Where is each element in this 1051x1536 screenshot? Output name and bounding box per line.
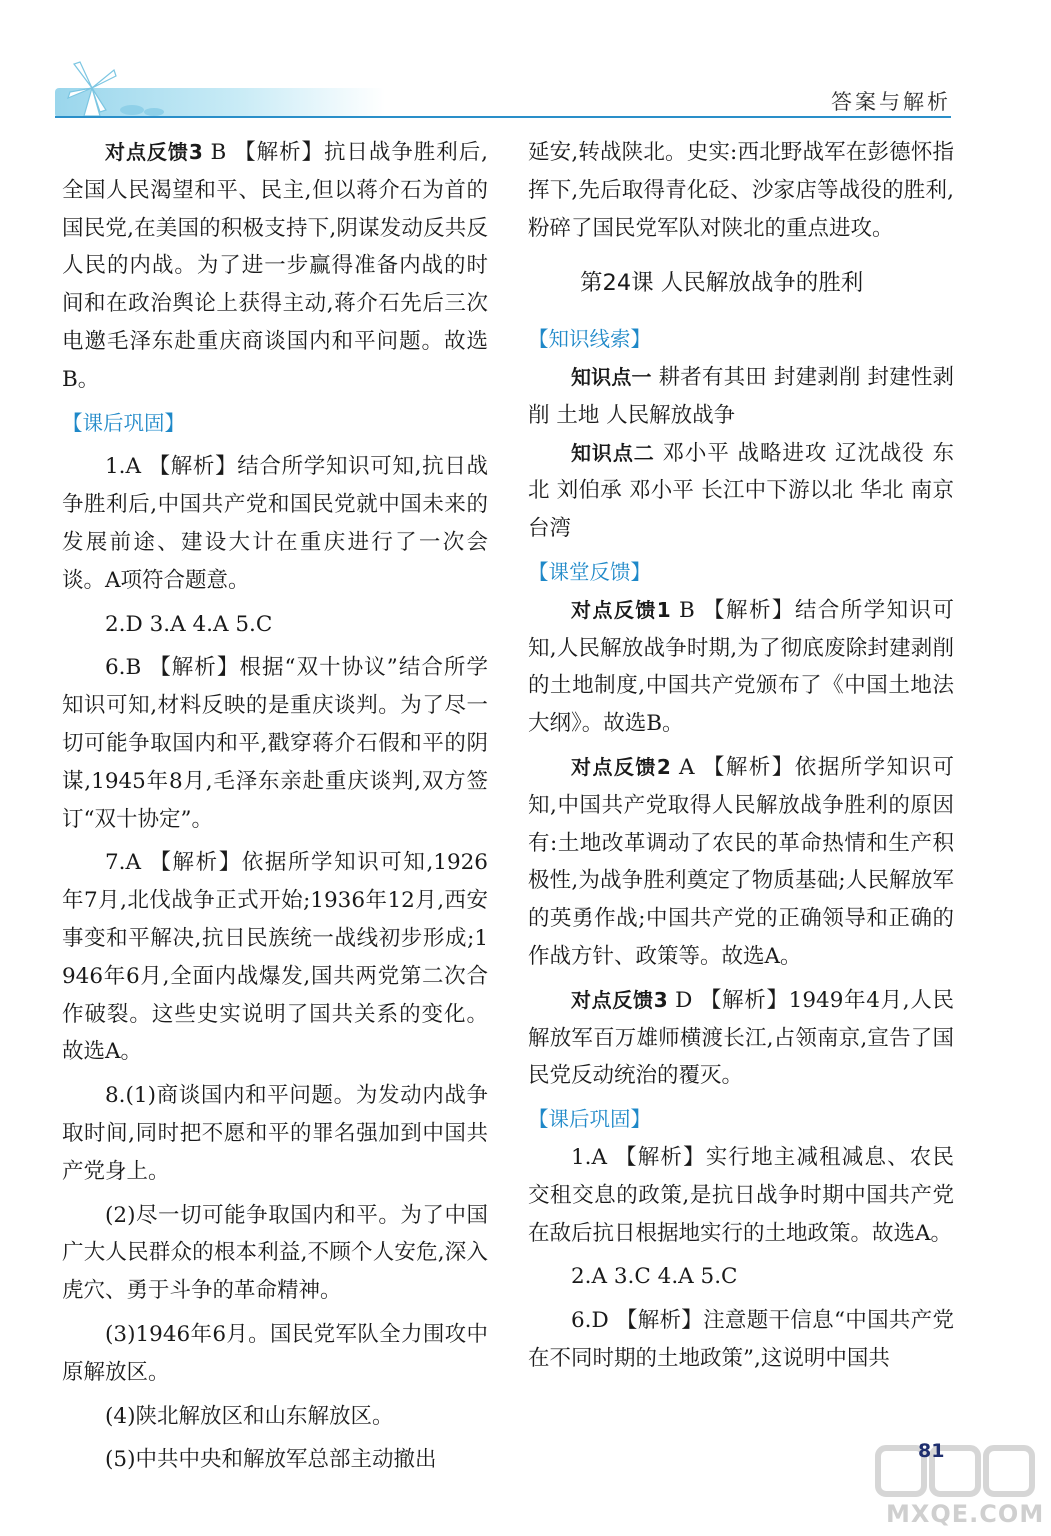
answer-8-part-2: (2)尽一切可能争取国内和平。为了中国广大人民群众的根本利益,不顾个人安危,深入虎穴、勇于斗争的革命精神。 — [62, 1202, 488, 1304]
right-column — [528, 134, 954, 1378]
answer-8-part-3: (3)1946年6月。国民党军队全力围攻中原解放区。 — [62, 1321, 488, 1385]
answer-7: 7.A 【解析】依据所学知识可知,1926年7月,北伐战争正式开始;1936年12月,西安事变和平解决,抗日民族统一战线初步形成;1946年6月,全面内战爆发,国共两党第二次合作破裂。这些史实说明了国共关系的变化。故选A。 — [62, 850, 488, 1065]
page-number: 81 — [918, 1440, 945, 1462]
section-tag-review: 【课后巩固】 — [528, 1107, 651, 1132]
feedback-1-paragraph — [528, 592, 954, 743]
answer-8-part-1: 8.(1)商谈国内和平问题。为发动内战争取时间,同时把不愿和平的罪名强加到中国共产党身上。 — [62, 1083, 488, 1184]
watermark-text: MXQE.COM — [886, 1500, 1045, 1528]
knowledge-point-2 — [528, 435, 954, 548]
header-title: 答案与解析 — [831, 90, 951, 114]
page-header — [0, 0, 1051, 125]
feedback-label: 对点反馈3 — [571, 987, 668, 1012]
answer-6: 6.D 【解析】注意题干信息“中国共产党在不同时期的土地政策”,这说明中国共 — [528, 1308, 954, 1371]
header-rule — [55, 116, 951, 118]
windmill-logo-icon — [62, 58, 172, 118]
answer-8-part-5: (5)中共中央和解放军总部主动撤出 — [105, 1447, 437, 1473]
lesson-title: 第24课 人民解放战争的胜利 — [580, 270, 864, 297]
knowledge-label: 知识点二 — [571, 440, 655, 465]
answer-8-part-4: (4)陕北解放区和山东解放区。 — [105, 1403, 394, 1429]
feedback-3-paragraph — [62, 134, 488, 399]
answer-8-continuation: 延安,转战陕北。史实:西北野战军在彭德怀指挥下,先后取得青化砭、沙家店等战役的胜利,粉碎了国民党军队对陕北的重点进攻。 — [528, 140, 954, 241]
feedback-label: 对点反馈3 — [105, 140, 203, 164]
answer-2-5: 2.A 3.C 4.A 5.C — [571, 1264, 738, 1290]
answer-1: 1.A 【解析】实行地主减租减息、农民交租交息的政策,是抗日战争时期中国共产党在敌后抗日根据地实行的土地政策。故选A。 — [528, 1144, 954, 1246]
answer-2-5: 2.D 3.A 4.A 5.C — [105, 611, 273, 637]
feedback-body: B 【解析】抗日战争胜利后,全国人民渴望和平、民主,但以蒋介石为首的国民党,在美国的积极支持下,阴谋发动反共反人民的内战。为了进一步赢得准备内战的时间和在政治舆论上获得主动,蒋介石先后三次电邀毛泽东赴重庆商谈国内和平问题。故选B。 — [62, 140, 488, 392]
left-column — [62, 134, 488, 1479]
section-tag-classroom: 【课堂反馈】 — [528, 559, 651, 584]
feedback-2-paragraph — [528, 749, 954, 976]
feedback-label: 对点反馈1 — [571, 597, 671, 622]
knowledge-point-1 — [528, 359, 954, 435]
feedback-body: B 【解析】结合所学知识可知,人民解放战争时期,为了彻底废除封建剥削的土地制度,中国共产党颁布了《中国土地法大纲》。故选B。 — [528, 597, 954, 737]
knowledge-body: 耕者有其田 封建剥削 封建性剥削 土地 人民解放战争 — [528, 364, 955, 428]
feedback-label: 对点反馈2 — [571, 754, 671, 779]
answer-6: 6.B 【解析】根据“双十协议”结合所学知识可知,材料反映的是重庆谈判。为了尽一切可能争取国内和平,戳穿蒋介石假和平的阴谋,1945年8月,毛泽东亲赴重庆谈判,双方签订“双十协定”。 — [62, 655, 488, 832]
section-tag-review: 【课后巩固】 — [62, 410, 185, 435]
feedback-3-paragraph — [528, 982, 954, 1095]
feedback-body: A 【解析】依据所学知识可知,中国共产党取得人民解放战争胜利的原因有:土地改革调动了农民的革命热情和生产积极性,为战争胜利奠定了物质基础;人民解放军的英勇作战;中国共产党的正确领导和正确的作战方针、政策等。故选A。 — [528, 754, 954, 969]
section-tag-knowledge: 【知识线索】 — [528, 327, 651, 352]
answer-1: 1.A 【解析】结合所学知识可知,抗日战争胜利后,中国共产党和国民党就中国未来的发展前途、建设大计在重庆进行了一次会谈。A项符合题意。 — [62, 454, 488, 593]
knowledge-body: 邓小平 战略进攻 辽沈战役 东北 刘伯承 邓小平 长江中下游以北 华北 南京 台湾 — [528, 440, 954, 542]
feedback-body: D 【解析】1949年4月,人民解放军百万雄师横渡长江,占领南京,宣告了国民党反动统治的覆灭。 — [528, 987, 954, 1089]
knowledge-label: 知识点一 — [571, 364, 652, 389]
